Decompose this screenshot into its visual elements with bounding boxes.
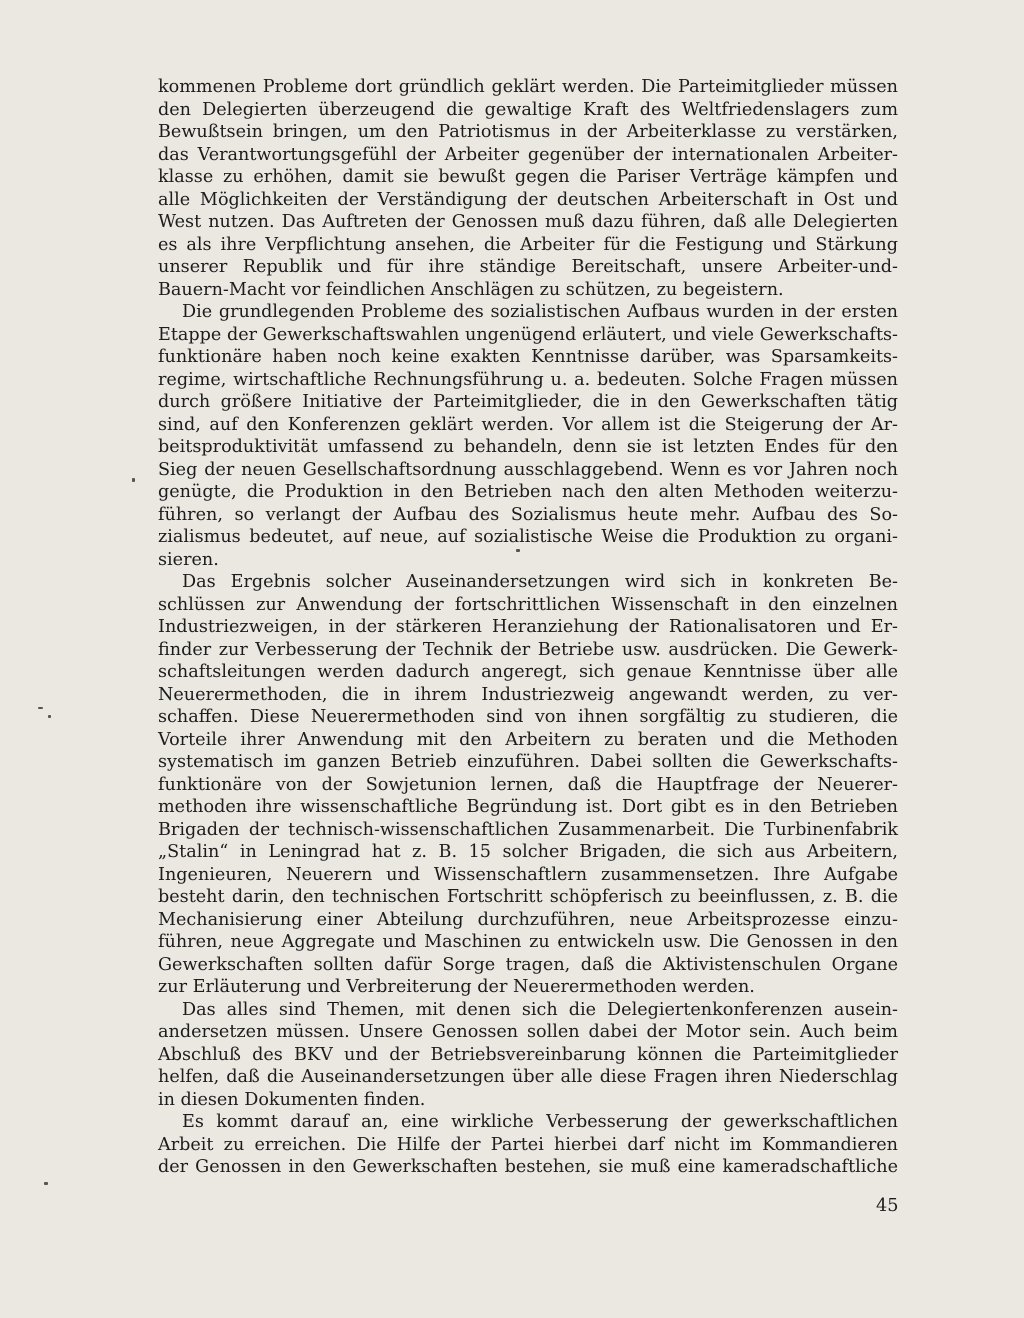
text-line: funktionäre haben noch keine exakten Kenntnisse darüber, was Sparsamkeits- — [158, 347, 898, 367]
text-line: Es kommt darauf an, eine wirkliche Verbesserung der gewerkschaftlichen — [182, 1112, 898, 1132]
scan-speck — [48, 715, 51, 718]
text-line: Industriezweigen, in der stärkeren Heranziehung der Rationalisatoren und Er- — [158, 617, 898, 637]
text-line: führen, neue Aggregate und Maschinen zu entwickeln usw. Die Genossen in den — [158, 932, 898, 952]
text-line: Das Ergebnis solcher Auseinandersetzungen wird sich in konkreten Be- — [182, 572, 898, 592]
text-line: besteht darin, den technischen Fortschritt schöpferisch zu beeinflussen, z. B. die — [158, 887, 898, 907]
text-line: Mechanisierung einer Abteilung durchzuführen, neue Arbeitsprozesse einzu- — [158, 909, 898, 930]
text-line: West nutzen. Das Auftreten der Genossen muß dazu führen, daß alle Delegierten — [158, 212, 898, 232]
text-line: helfen, daß die Auseinandersetzungen über alle diese Fragen ihren Niederschlag — [158, 1067, 898, 1087]
scan-speck — [38, 707, 43, 709]
scan-speck — [44, 1182, 48, 1185]
text-line: methoden ihre wissenschaftliche Begründung ist. Dort gibt es in den Betrieben — [158, 797, 898, 817]
text-line: schlüssen zur Anwendung der fortschrittlichen Wissenschaft in den einzelnen — [158, 594, 898, 615]
text-line: systematisch im ganzen Betrieb einzuführen. Dabei sollten die Gewerkschafts- — [158, 752, 898, 772]
scan-speck — [516, 549, 520, 552]
text-line: unserer Republik und für ihre ständige Bereitschaft, unsere Arbeiter-und- — [158, 257, 898, 277]
text-line: klasse zu erhöhen, damit sie bewußt gegen die Pariser Verträge kämpfen und — [158, 167, 898, 187]
text-line: Vorteile ihrer Anwendung mit den Arbeitern zu beraten und die Methoden — [158, 729, 898, 750]
text-line: schaftsleitungen werden dadurch angeregt, sich genaue Kenntnisse über alle — [158, 662, 898, 682]
text-line: Brigaden der technisch-wissenschaftlichen Zusammenarbeit. Die Turbinenfabrik — [158, 819, 898, 840]
text-line: Gewerkschaften sollten dafür Sorge tragen, daß die Aktivistenschulen Organe — [158, 954, 898, 975]
text-line: Arbeit zu erreichen. Die Hilfe der Partei hierbei darf nicht im Kommandieren — [158, 1134, 898, 1155]
text-line: genügte, die Produktion in den Betrieben nach den alten Methoden weiterzu- — [158, 482, 898, 502]
text-line: es als ihre Verpflichtung ansehen, die Arbeiter für die Festigung und Stärkung — [158, 234, 898, 255]
text-line: kommenen Probleme dort gründlich geklärt werden. Die Parteimitglieder müssen — [158, 77, 898, 97]
text-line: in diesen Dokumenten finden. — [158, 1089, 426, 1110]
text-line: beitsproduktivität umfassend zu behandeln, denn sie ist letzten Endes für den — [158, 437, 898, 457]
text-line: Abschluß des BKV und der Betriebsvereinbarung können die Parteimitglieder — [158, 1044, 898, 1065]
text-line: Ingenieuren, Neuerern und Wissenschaftlern zusammensetzen. Ihre Aufgabe — [158, 864, 898, 885]
text-line: sieren. — [158, 549, 219, 570]
text-line: Bewußtsein bringen, um den Patriotismus in der Arbeiterklasse zu verstärken, — [158, 122, 898, 142]
text-line: Etappe der Gewerkschaftswahlen ungenügend erläutert, und viele Gewerkschafts- — [158, 324, 898, 345]
text-line: zialismus bedeutet, auf neue, auf sozialistische Weise die Produktion zu organi- — [158, 527, 898, 547]
text-line: funktionäre von der Sowjetunion lernen, daß die Hauptfrage der Neuerer- — [158, 774, 898, 795]
text-line: Die grundlegenden Probleme des sozialistischen Aufbaus wurden in der ersten — [182, 302, 898, 322]
text-line: finder zur Verbesserung der Technik der Betriebe usw. ausdrücken. Die Gewerk- — [158, 639, 898, 660]
text-line: der Genossen in den Gewerkschaften bestehen, sie muß eine kameradschaftliche — [158, 1157, 898, 1177]
text-line: andersetzen müssen. Unsere Genossen sollen dabei der Motor sein. Auch beim — [158, 1022, 898, 1042]
text-line: Neuerermethoden, die in ihrem Industriezweig angewandt werden, zu ver- — [158, 684, 898, 705]
body-text — [158, 76, 898, 1179]
text-line: Das alles sind Themen, mit denen sich die Delegiertenkonferenzen ausein- — [182, 999, 898, 1020]
text-line: Sieg der neuen Gesellschaftsordnung ausschlaggebend. Wenn es vor Jahren noch — [158, 459, 898, 480]
text-line: alle Möglichkeiten der Verständigung der deutschen Arbeiterschaft in Ost und — [158, 189, 898, 210]
scan-speck — [132, 478, 135, 482]
text-line: den Delegierten überzeugend die gewaltige Kraft des Weltfriedenslagers zum — [158, 99, 898, 120]
text-line: das Verantwortungsgefühl der Arbeiter gegenüber der internationalen Arbeiter- — [158, 144, 898, 165]
text-line: durch größere Initiative der Parteimitglieder, die in den Gewerkschaften tätig — [158, 392, 898, 412]
text-line: regime, wirtschaftliche Rechnungsführung u. a. bedeuten. Solche Fragen müssen — [158, 369, 898, 390]
text-line: „Stalin“ in Leningrad hat z. B. 15 solcher Brigaden, die sich aus Arbeitern, — [158, 842, 898, 862]
page-number: 45 — [876, 1196, 899, 1216]
text-line: sind, auf den Konferenzen geklärt werden. Vor allem ist die Steigerung der Ar- — [158, 414, 898, 435]
text-line: schaffen. Diese Neuerermethoden sind von ihnen sorgfältig zu studieren, die — [158, 707, 898, 727]
text-line: führen, so verlangt der Aufbau des Sozialismus heute mehr. Aufbau des So- — [158, 504, 898, 525]
text-line: zur Erläuterung und Verbreiterung der Neuerermethoden werden. — [158, 977, 755, 997]
text-line: Bauern-Macht vor feindlichen Anschlägen zu schützen, zu begeistern. — [158, 279, 784, 300]
